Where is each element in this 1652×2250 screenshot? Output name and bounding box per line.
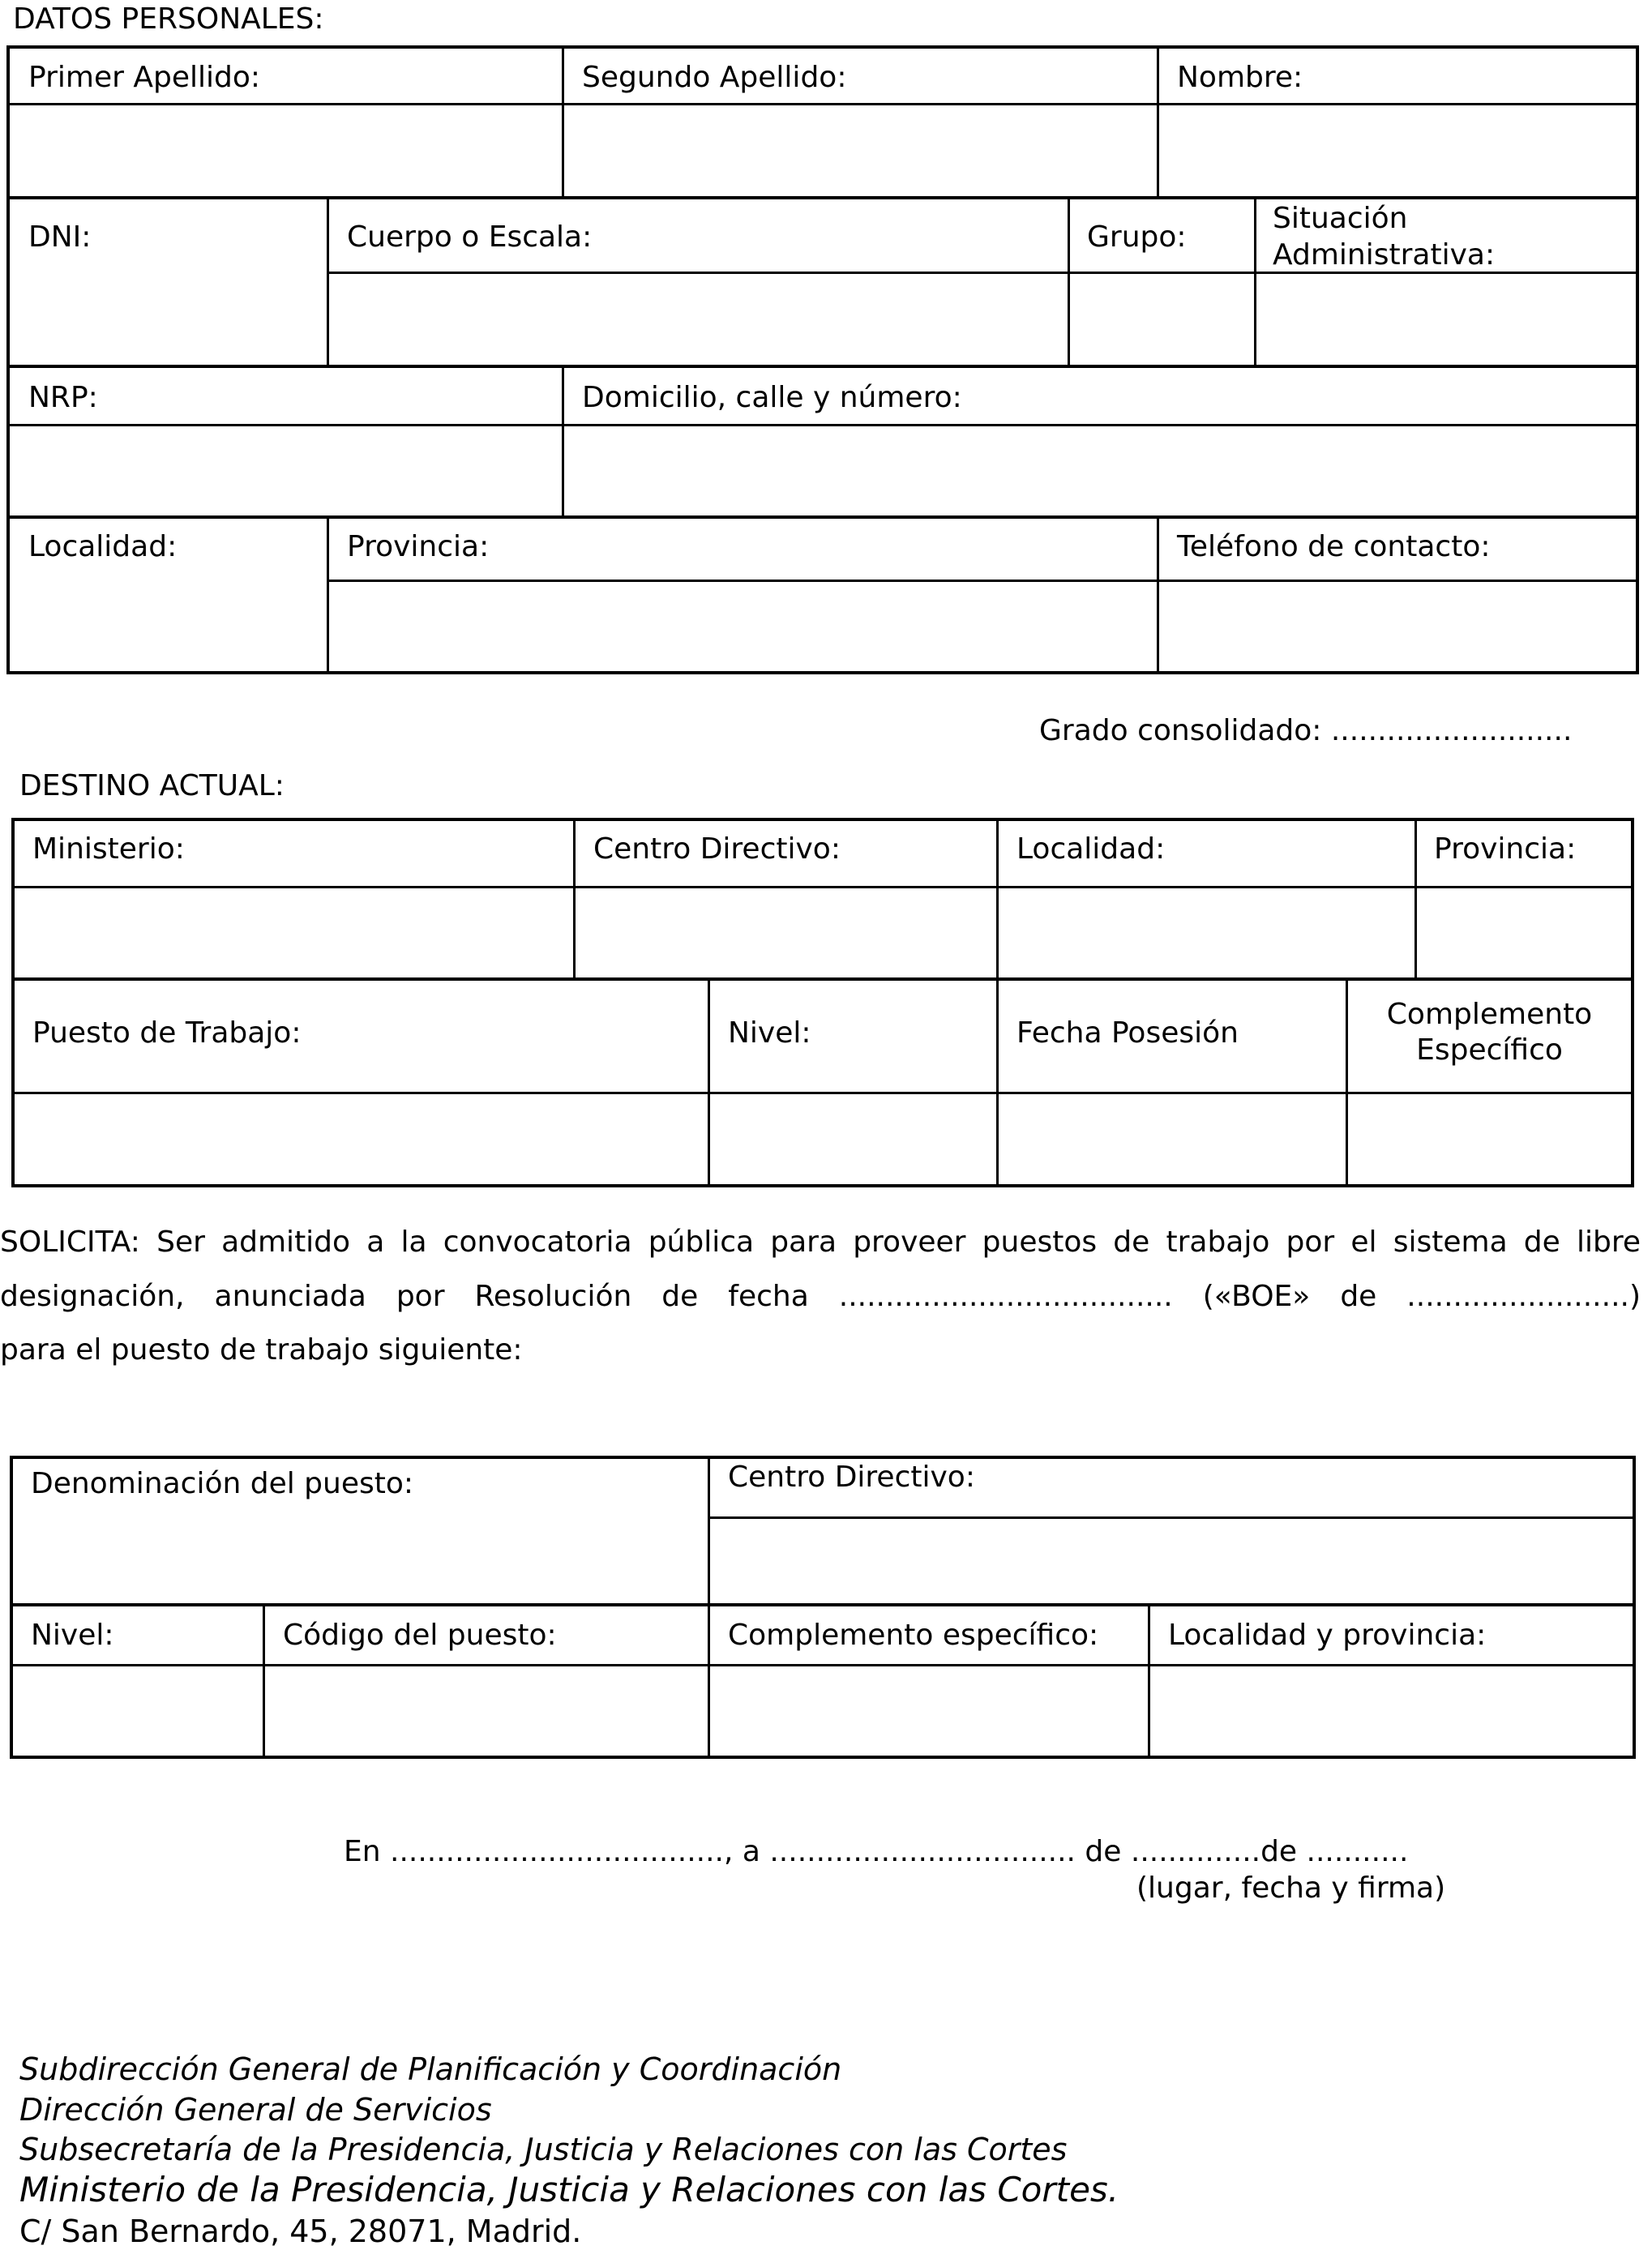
label-primer-apellido: Primer Apellido: [28,61,260,94]
footer-ministerio: Ministerio de la Presidencia, Justicia y Relaciones con las Cortes. [19,2170,1119,2209]
label-nivel-solicitado: Nivel: [31,1619,114,1652]
field-primer-apellido[interactable] [10,105,562,196]
label-centro-directivo-solicitado: Centro Directivo: [728,1461,975,1494]
field-cuerpo-escala[interactable] [329,274,1068,365]
field-domicilio[interactable] [564,426,1636,515]
label-nrp: NRP: [28,381,98,414]
table-border [6,515,1639,519]
table-border [6,196,1639,199]
field-complemento-solicitado[interactable] [710,1666,1148,1756]
label-localidad: Localidad: [28,530,178,563]
label-dni: DNI: [28,220,92,254]
label-telefono-contacto: Teléfono de contacto: [1177,530,1491,563]
field-centro-directivo[interactable] [576,888,996,977]
field-fecha-posesion[interactable] [999,1094,1346,1184]
field-codigo-puesto[interactable] [265,1666,708,1756]
solicita-line-1: SOLICITA: Ser admitido a la convocatoria pública para proveer puestos de trabajo por el sistema de libre [0,1226,1641,1259]
label-cuerpo-escala: Cuerpo o Escala: [347,220,593,254]
label-provincia: Provincia: [347,530,490,563]
field-provincia-destino[interactable] [1417,888,1631,977]
field-puesto-trabajo[interactable] [15,1094,708,1184]
field-localidad-provincia[interactable] [1150,1666,1633,1756]
table-border [11,818,1634,821]
footer-direccion-general: Dirección General de Servicios [19,2092,492,2128]
label-grupo: Grupo: [1087,220,1187,254]
field-ministerio[interactable] [15,888,573,977]
label-segundo-apellido: Segundo Apellido: [582,61,847,94]
field-nombre[interactable] [1159,105,1636,196]
table-border [6,45,1639,49]
table-gap [6,272,327,274]
label-situacion-administrativa-2: Administrativa: [1273,238,1496,272]
field-nivel-solicitado[interactable] [13,1666,263,1756]
label-fecha-posesion: Fecha Posesión [1016,1016,1239,1050]
table-border [10,1756,1636,1759]
label-denominacion-puesto: Denominación del puesto: [31,1467,414,1500]
firma-caption: (lugar, fecha y firma) [1136,1871,1446,1905]
field-provincia[interactable] [329,582,1157,671]
table-border [11,1184,1634,1187]
field-grupo[interactable] [1070,274,1254,365]
field-segundo-apellido[interactable] [564,105,1157,196]
table-border [10,1603,1636,1606]
label-localidad-destino: Localidad: [1016,832,1166,866]
label-provincia-destino: Provincia: [1434,832,1577,866]
section-heading-destino-actual: DESTINO ACTUAL: [19,769,285,802]
label-complemento-especifico-1: Complemento [1386,998,1593,1031]
table-border [6,671,1639,674]
label-complemento-especifico-2: Específico [1416,1033,1563,1067]
firma-lugar-fecha: En ...................................., a ................................. de ..............de ........... [344,1835,1409,1868]
field-complemento-especifico[interactable] [1348,1094,1631,1184]
label-complemento-solicitado: Complemento específico: [728,1619,1099,1652]
field-nivel-destino[interactable] [710,1094,996,1184]
footer-subsecretaria: Subsecretaría de la Presidencia, Justicia y Relaciones con las Cortes [19,2132,1068,2167]
field-situacion-administrativa[interactable] [1256,274,1636,365]
label-codigo-puesto: Código del puesto: [283,1619,557,1652]
label-centro-directivo: Centro Directivo: [593,832,841,866]
field-telefono[interactable] [1159,582,1636,671]
solicita-line-2: designación, anunciada por Resolución de fecha .................................... («BOE» de ........................) [0,1280,1641,1313]
section-heading-datos-personales: DATOS PERSONALES: [13,2,324,36]
table-border [11,977,1634,981]
label-ministerio: Ministerio: [32,832,185,866]
field-centro-directivo-solicitado[interactable] [710,1519,1633,1603]
label-domicilio: Domicilio, calle y número: [582,381,962,414]
footer-subdireccion: Subdirección General de Planificación y Coordinación [19,2051,842,2087]
solicita-line-3: para el puesto de trabajo siguiente: [0,1333,523,1367]
table-border [1633,1456,1636,1759]
label-situacion-administrativa-1: Situación [1273,202,1408,235]
field-localidad-destino[interactable] [999,888,1414,977]
label-puesto-trabajo: Puesto de Trabajo: [32,1016,302,1050]
table-border [10,1456,1636,1459]
field-denominacion-puesto[interactable] [13,1519,708,1603]
table-border [6,365,1639,368]
label-localidad-provincia: Localidad y provincia: [1168,1619,1487,1652]
table-border [1636,45,1639,674]
footer-direccion-postal: C/ San Bernardo, 45, 28071, Madrid. [19,2214,582,2249]
label-nombre: Nombre: [1177,61,1303,94]
table-border [1631,818,1634,1187]
grado-consolidado: Grado consolidado: .......................... [1039,714,1573,747]
label-nivel-destino: Nivel: [728,1016,811,1050]
